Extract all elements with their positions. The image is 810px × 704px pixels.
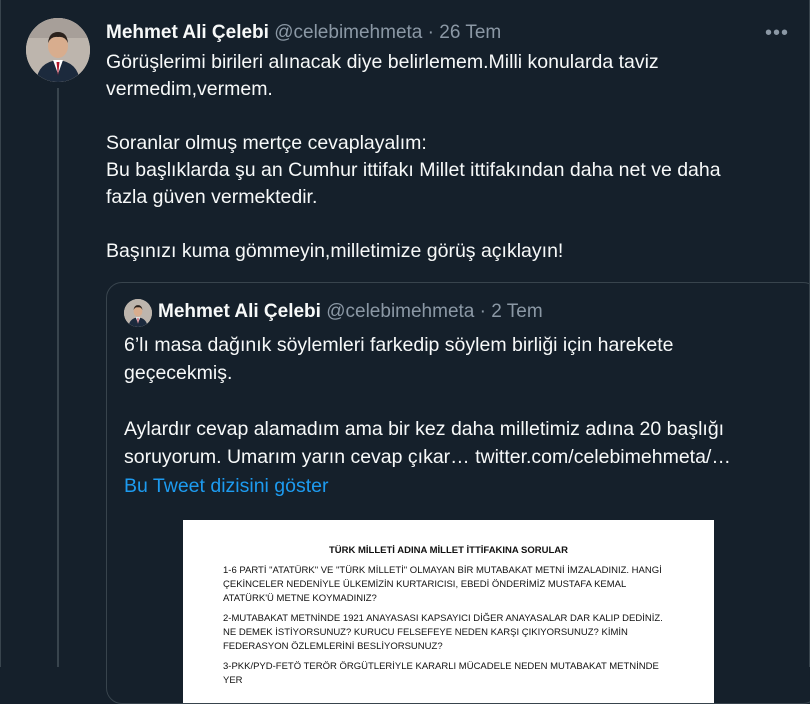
attached-document-image[interactable] — [183, 520, 714, 704]
date-separator: · — [427, 22, 434, 43]
document-title: TÜRK MİLLETİ ADINA MİLLET İTTİFAKINA SORULAR — [328, 545, 569, 556]
tweet-date[interactable]: 26 Tem — [439, 22, 502, 43]
author-handle[interactable]: @celebimehmeta — [274, 22, 423, 43]
document-paragraph-2: 2-MUTABAKAT METNİNDE 1921 ANAYASASI KAPSAYICI DİĞER ANAYASALAR DAR KALIP DEDİNİZ. NE DEMEK İSTİYORSUNUZ? KURUCU FELSEFEYE NEDEN KARŞI ÇIKIYORSUNUZ? KİMİN FEDERASYON ÖZLEMLERİNİ BESLİYORSUNUZ? — [223, 613, 663, 652]
show-thread-link[interactable]: Bu Tweet dizisini göster — [124, 475, 329, 497]
quoted-tweet-header — [158, 301, 543, 323]
author-avatar[interactable] — [26, 18, 90, 82]
quoted-author-handle: @celebimehmeta — [326, 301, 475, 322]
avatar-photo — [26, 18, 90, 82]
more-options-icon[interactable]: ••• — [765, 22, 790, 44]
quoted-date-separator: · — [479, 301, 486, 322]
author-name[interactable]: Mehmet Ali Çelebi — [106, 22, 269, 43]
quoted-avatar-photo — [124, 299, 152, 327]
quoted-author-avatar — [124, 299, 152, 327]
tweet-text: Görüşlerimi birileri alınacak diye belirlemem.Milli konularda taviz vermedim,vermem. Soranlar olmuş mertçe cevaplayalım: Bu başlıklarda şu an Cumhur ittifakı Millet ittifakından daha net ve daha fazla güven vermektedir. Başınızı kuma gömmeyin,milletimize görüş açıklayın! — [106, 51, 721, 262]
quoted-tweet[interactable] — [106, 282, 810, 704]
quoted-tweet-text: 6’lı masa dağınık söylemleri farkedip söylem birliği için harekete geçecekmiş. Aylardır cevap alamadım ama bir kez daha milletimiz adına 20 başlığı soruyorum. Umarım yarın cevap çıkar… twitter.com/celebimehmeta/… — [124, 334, 731, 468]
document-paragraph-3: 3-PKK/PYD-FETÖ TERÖR ÖRGÜTLERİYLE KARARLI MÜCADELE NEDEN MUTABAKAT METNİNDE YER — [223, 661, 659, 686]
quoted-tweet-date: 2 Tem — [491, 301, 543, 322]
document-paragraph-1: 1-6 PARTİ "ATATÜRK" VE "TÜRK MİLLETİ" OLMAYAN BİR MUTABAKAT METNİ İMZALADINIZ. HANGİ ÇEKİNCELER NEDENİYLE ÜLKEMİZİN KURTARICISI, EBEDİ ÖNDERİMİZ MUSTAFA KEMAL ATATÜRK'Ü METNE KOYMADINIZ? — [223, 565, 662, 604]
thread-line — [57, 88, 59, 667]
left-border — [0, 0, 1, 667]
tweet-header — [106, 22, 501, 44]
quoted-author-name: Mehmet Ali Çelebi — [158, 301, 321, 322]
